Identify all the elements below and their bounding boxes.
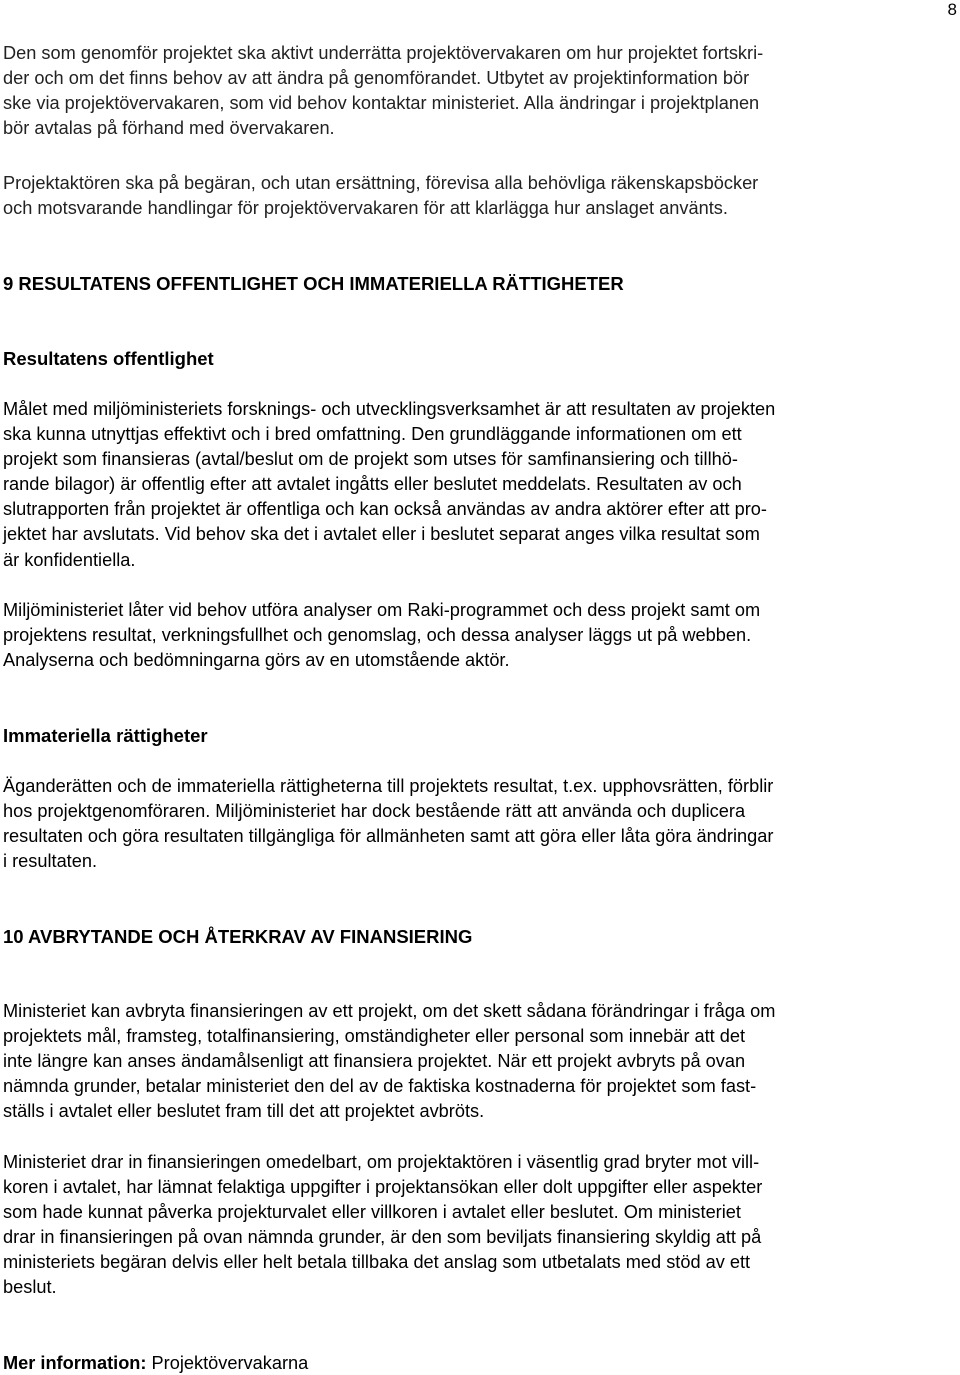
subheading-resultatens-offentlighet: Resultatens offentlighet [3,348,214,369]
text-line: der och om det finns behov av att ändra på genomförandet. Utbytet av projektinformation bör [3,68,750,89]
page-number: 8 [947,0,957,19]
text-line: bör avtalas på förhand med övervakaren. [3,118,335,139]
paragraph-progress-reporting [3,41,921,141]
text-line: jektet har avslutats. Vid behov ska det i avtalet eller i beslutet separat anges vilka resultat som [3,524,760,545]
text-line: resultaten och göra resultaten tillgängliga för allmänheten samt att göra eller låta göra ändringar [3,826,774,847]
text-line: beslut. [3,1277,57,1298]
text-line: ska kunna utnyttjas effektivt och i bred omfattning. Den grundläggande informationen om ett [3,424,742,445]
text-line: ministeriets begäran delvis eller helt betala tillbaka det anslag som utbetalats med stöd av ett [3,1252,751,1273]
text-line: projektets mål, framsteg, totalfinansiering, omständigheter eller personal som innebär att det [3,1026,746,1047]
text-line: ske via projektövervakaren, som vid behov kontaktar ministeriet. Alla ändringar i projektplanen [3,93,760,114]
text-line: Projektaktören ska på begäran, och utan ersättning, förevisa alla behövliga räkenskapsböcker [3,173,759,193]
section-heading-10: 10 AVBRYTANDE OCH ÅTERKRAV AV FINANSIERING [3,926,473,947]
text-line: rande bilagor) är offentlig efter att avtalet ingåtts eller beslutet meddelats. Resultaten av och [3,474,742,495]
text-line: Målet med miljöministeriets forsknings- och utvecklingsverksamhet är att resultaten av projekten [3,399,776,419]
paragraph-results-public [3,397,921,573]
text-line: Ministeriet kan avbryta finansieringen av ett projekt, om det skett sådana förändringar i fråga om [3,1001,776,1021]
text-line: slutrapporten från projektet är offentliga och kan också användas av andra aktörer efter att pro- [3,499,767,520]
more-information-label: Mer information: [3,1353,147,1373]
text-line: nämnda grunder, betalar ministeriet den del av de faktiska kostnaderna för projektet som fast- [3,1076,757,1097]
more-information-value: Projektövervakarna [146,1353,309,1373]
paragraph-ownership [3,774,921,874]
text-line: Miljöministeriet låter vid behov utföra analyser om Raki-programmet och dess projekt samt om [3,600,761,620]
text-line: som hade kunnat påverka projekturvalet eller villkoren i avtalet eller beslutet. Om ministeriet [3,1202,741,1223]
text-line: projekt som finansieras (avtal/beslut om de projekt som utses för samfinansiering och tillhö- [3,449,738,470]
text-line: koren i avtalet, har lämnat felaktiga uppgifter i projektansökan eller dolt uppgifter eller aspekter [3,1177,763,1198]
text-line: och motsvarande handlingar för projektövervakaren för att klarlägga hur anslaget använts. [3,198,728,219]
text-line: i resultaten. [3,851,98,872]
subheading-immateriella-rattigheter: Immateriella rättigheter [3,725,208,746]
text-line: Äganderätten och de immateriella rättigheterna till projektets resultat, t.ex. upphovsrätten, förblir [3,776,774,796]
text-line: inte längre kan anses ändamålsenligt att finansiera projektet. När ett projekt avbryts på ovan [3,1051,746,1072]
section-heading-9: 9 RESULTATENS OFFENTLIGHET OCH IMMATERIELLA RÄTTIGHETER [3,273,624,294]
paragraph-withdraw-financing [3,1150,921,1301]
text-line: ställs i avtalet eller beslutet fram till det att projektet avbröts. [3,1101,485,1122]
text-line: projektens resultat, verkningsfullhet och genomslag, och dessa analyser läggs ut på webben. [3,625,752,646]
text-line: är konfidentiella. [3,549,136,570]
text-line: Den som genomför projektet ska aktivt underrätta projektövervakaren om hur projektet fortskri- [3,43,764,63]
paragraph-accounting-records [3,171,921,221]
text-line: hos projektgenomföraren. Miljöministeriet har dock bestående rätt att använda och duplicera [3,801,746,822]
paragraph-analyses [3,598,921,673]
more-information [3,1351,308,1375]
text-line: Analyserna och bedömningarna görs av en utomstående aktör. [3,650,510,671]
paragraph-interrupt-financing [3,999,921,1124]
text-line: Ministeriet drar in finansieringen omedelbart, om projektaktören i väsentlig grad bryter mot vill- [3,1152,760,1172]
text-line: drar in finansieringen på ovan nämnda grunder, är den som beviljats finansiering skyldig att på [3,1227,762,1248]
